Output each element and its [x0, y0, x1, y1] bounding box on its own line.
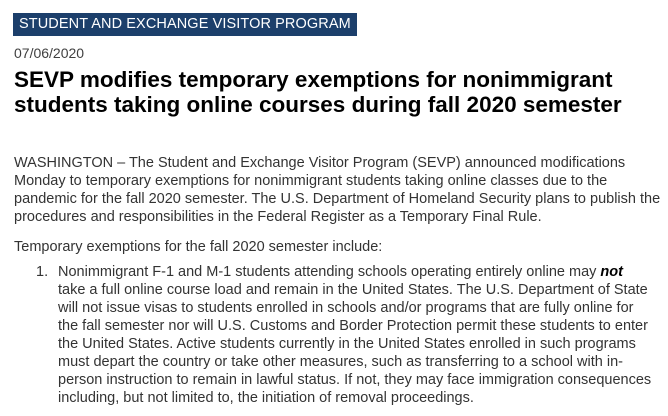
emphasized-not: not	[600, 264, 623, 280]
publish-date: 07/06/2020	[14, 45, 85, 61]
list-item	[0, 263, 653, 407]
list-item-number: 1.	[36, 264, 49, 280]
exemptions-list	[0, 263, 668, 407]
exemptions-intro: Temporary exemptions for the fall 2020 semester include:	[14, 239, 383, 255]
list-item-text-end: take a full online course load and remain in the United States. The U.S. Department of State will not issue visas to students enrolled in schools and/or programs that are fully online for the fall semester nor will U.S. Customs and Border Protection permit these students to enter the United States. Active students currently in the United States enrolled in such programs must depart the country or take other measures, such as transferring to a school with in-person instruction to remain in lawful status. If not, they may face immigration consequences including, but not limited to, the initiation of removal proceedings.	[58, 282, 652, 406]
list-item-text-start: Nonimmigrant F-1 and M-1 students attending schools operating entirely online may	[58, 264, 601, 280]
article-title: SEVP modifies temporary exemptions for nonimmigrant students taking online courses during fall 2020 semester	[14, 67, 622, 117]
intro-paragraph: WASHINGTON – The Student and Exchange Visitor Program (SEVP) announced modifications Monday to temporary exemptions for nonimmigrant students taking online classes due to the pandemic for the fall 2020 semester. The U.S. Department of Homeland Security plans to publish the procedures and responsibilities in the Federal Register as a Temporary Final Rule.	[14, 155, 661, 225]
program-banner: STUDENT AND EXCHANGE VISITOR PROGRAM	[13, 13, 357, 36]
